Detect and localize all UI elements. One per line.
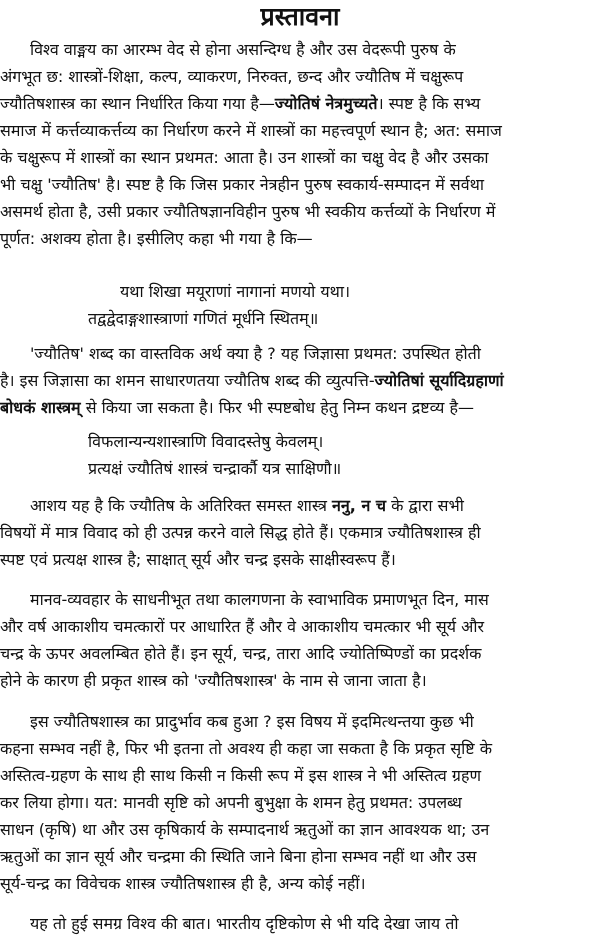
text-span: आशय यह है कि ज्यौतिष के अतिरिक्त समस्त शास्त्र bbox=[30, 496, 333, 515]
phrase-bold: ननु, न च bbox=[332, 496, 387, 515]
paragraph-2 bbox=[0, 340, 600, 421]
paragraph-1 bbox=[0, 36, 600, 252]
text-line bbox=[0, 90, 600, 117]
paragraph-3 bbox=[0, 492, 600, 573]
text-line: मानव-व्यवहार के साधनीभूत तथा कालगणना के स्वाभाविक प्रमाणभूत दिन, मास bbox=[30, 590, 489, 609]
text-span: के द्वारा सभी bbox=[386, 496, 464, 515]
text-line: विषयों में मात्र विवाद को ही उत्पन्न करने वाले सिद्ध होते हैं। एकमात्र ज्यौतिषशास्त्र ही bbox=[0, 523, 481, 542]
text-line bbox=[0, 394, 600, 421]
text-line: असमर्थ होता है, उसी प्रकार ज्यौतिषज्ञानविहीन पुरुष भी स्वकीय कर्त्तव्यों के निर्धारण में bbox=[0, 202, 496, 221]
text-line bbox=[0, 367, 600, 394]
text-line: स्पष्ट एवं प्रत्यक्ष शास्त्र है; साक्षात् सूर्य और चन्द्र इसके साक्षीस्वरूप हैं। bbox=[0, 550, 396, 569]
verse-line: विफलान्यन्यशास्त्राणि विवादस्तेषु केवलम्। bbox=[88, 432, 324, 451]
text-line: कहना सम्भव नहीं है, फिर भी इतना तो अवश्य ही कहा जा सकता है कि प्रकृत सृष्टि के bbox=[0, 739, 492, 758]
verse-line: यथा शिखा मयूराणां नागानां मणयो यथा। bbox=[120, 282, 351, 301]
text-line: भी चक्षु 'ज्यौतिष' है। स्पष्ट है कि जिस प्रकार नेत्रहीन पुरुष स्वकार्य-सम्पादन में सर्वथा bbox=[0, 175, 485, 194]
text-span: है। इस जिज्ञासा का शमन साधारणतया ज्यौतिष शब्द की व्युत्पत्ति- bbox=[0, 371, 375, 390]
text-line: पूर्णत: अशक्य होता है। इसीलिए कहा भी गया है कि— bbox=[0, 229, 313, 248]
quote-bold: ज्योतिषं नेत्रमुच्यते bbox=[274, 94, 378, 113]
text-line: यह तो हुई समग्र विश्व की बात। भारतीय दृष्टिकोण से भी यदि देखा जाय तो bbox=[30, 914, 459, 933]
text-line: अंगभूत छ: शास्त्रों-शिक्षा, कल्प, व्याकरण, निरुक्त, छन्द और ज्यौतिष में चक्षुरूप bbox=[0, 67, 464, 86]
verse-line: प्रत्यक्षं ज्यौतिषं शास्त्रं चन्द्रार्कौ यत्र साक्षिणौ॥ bbox=[88, 459, 342, 478]
text-span: से किया जा सकता है। फिर भी स्पष्टबोध हेतु निम्न कथन द्रष्टव्य है— bbox=[80, 398, 474, 417]
text-line: के चक्षुरूप में शास्त्रों का स्थान प्रथमत: आता है। उन शास्त्रों का चक्षु वेद है और उसका bbox=[0, 148, 489, 167]
text-line: समाज में कर्त्तव्याकर्त्तव्य का निर्धारण करने में शास्त्रों का महत्त्वपूर्ण स्थान है; अत: समाज bbox=[0, 121, 502, 140]
text-line: विश्व वाङ्मय का आरम्भ वेद से होना असन्दिग्ध है और उस वेदरूपी पुरुष के bbox=[30, 40, 456, 59]
paragraph-6 bbox=[0, 910, 600, 937]
text-span: ज्यौतिषशास्त्र का स्थान निर्धारित किया गया है— bbox=[0, 94, 275, 113]
verse-line: तद्वद्वेदाङ्गशास्त्राणां गणितं मूर्धनि स्थितम्॥ bbox=[88, 309, 319, 328]
text-line: ऋतुओं का ज्ञान सूर्य और चन्द्रमा की स्थिति जाने बिना होना सम्भव नहीं था और उस bbox=[0, 847, 477, 866]
paragraph-5 bbox=[0, 708, 600, 897]
verse-2 bbox=[0, 428, 600, 482]
paragraph-4 bbox=[0, 586, 600, 694]
text-line: सूर्य-चन्द्र का विवेचक शास्त्र ज्यौतिषशास्त्र ही है, अन्य कोई नहीं। bbox=[0, 874, 366, 893]
text-line: अस्तित्व-ग्रहण के साथ ही साथ किसी न किसी रूप में इस शास्त्र ने भी अस्तित्व ग्रहण bbox=[0, 766, 482, 785]
etymology-bold: बोधकं शास्त्रम् bbox=[0, 398, 81, 417]
text-span: । स्पष्ट है कि सभ्य bbox=[377, 94, 481, 113]
etymology-bold: ज्योतिषां सूर्यादिग्रहाणां bbox=[374, 371, 504, 390]
text-line bbox=[0, 492, 600, 519]
text-line: इस ज्यौतिषशास्त्र का प्रादुर्भाव कब हुआ ? इस विषय में इदमित्थन्तया कुछ भी bbox=[30, 712, 474, 731]
text-line: और वर्ष आकाशीय चमत्कारों पर आधारित हैं और वे आकाशीय चमत्कार भी सूर्य और bbox=[0, 617, 485, 636]
text-line: चन्द्र के ऊपर अवलम्बित होते हैं। इन सूर्य, चन्द्र, तारा आदि ज्योतिष्पिण्डों का प्रदर्शक bbox=[0, 644, 482, 663]
text-line: 'ज्यौतिष' शब्द का वास्तविक अर्थ क्या है ? यह जिज्ञासा प्रथमत: उपस्थित होती bbox=[30, 344, 481, 363]
text-line: कर लिया होगा। यत: मानवी सृष्टि को अपनी बुभुक्षा के शमन हेतु प्रथमत: उपलब्ध bbox=[0, 793, 462, 812]
page-title: प्रस्तावना bbox=[260, 2, 340, 31]
verse-1 bbox=[0, 278, 600, 332]
text-line: साधन (कृषि) था और उस कृषिकार्य के सम्पादनार्थ ऋतुओं का ज्ञान आवश्यक था; उन bbox=[0, 820, 490, 839]
text-line: होने के कारण ही प्रकृत शास्त्र को 'ज्यौतिषशास्त्र' के नाम से जाना जाता है। bbox=[0, 671, 427, 690]
